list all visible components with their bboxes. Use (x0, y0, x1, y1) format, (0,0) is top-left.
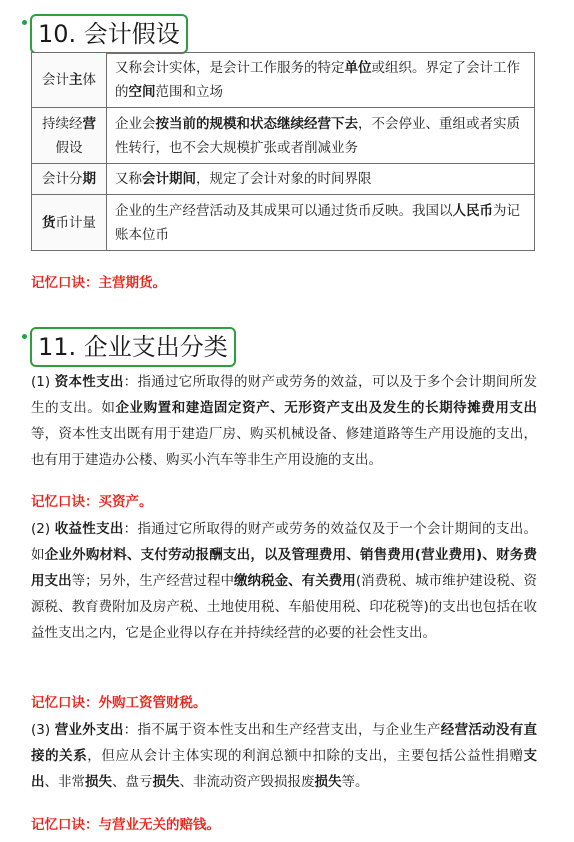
text-run: 体 (82, 72, 96, 88)
bold-text: 企业外购材料、支付劳动报酬支出，以及管理费用、销售费用(营业费用)、财务费用支出 (31, 547, 538, 589)
text-run: ：指不属于资本性支出和生产经营支出，与企业生产 (123, 722, 441, 738)
text-run: 、盘亏 (112, 774, 153, 790)
row-key (32, 164, 107, 195)
row-value (107, 108, 535, 164)
text-run: 范围和立场 (155, 84, 223, 100)
revenue-expenditure-paragraph (31, 516, 537, 646)
bold-text: 期 (82, 171, 96, 187)
text-run: 币计量 (55, 214, 96, 231)
text-run: 又称 (115, 171, 142, 187)
text-run: ，规定了会计对象的时间界限 (196, 171, 372, 187)
table-row (32, 53, 535, 108)
bold-text: 主 (69, 72, 83, 88)
text-run: 等，资本性支出既有用于建造厂房、购买机械设备、修建道路等生产用设施的支出，也有用于建造办公楼、购买小汽车等非生产用设施的支出。 (31, 426, 537, 468)
mnemonic-capital: 记忆口诀：买资产。 (31, 494, 153, 510)
row-key (32, 53, 107, 108)
table-row (32, 164, 535, 195)
text-run: 等；另外，生产经营过程中 (71, 573, 235, 589)
table-row (32, 195, 535, 251)
text-run: 等。 (341, 774, 369, 790)
text-run: 又称会计实体，是会计工作服务的特定 (115, 60, 345, 76)
bold-text: 支出 (31, 748, 538, 790)
text-run: 企业会 (115, 115, 156, 132)
section-11-title: 11. 企业支出分类 (30, 327, 236, 367)
bold-text: 损失 (314, 774, 342, 790)
bold-text: 会计期间 (142, 171, 196, 187)
row-key (32, 195, 107, 251)
mnemonic-non-operating: 记忆口诀：与营业无关的赔钱。 (31, 817, 220, 833)
decor-dot (22, 334, 27, 339)
text-run: (1) (31, 374, 55, 390)
text-run: 或组织。界定了会计工作的 (115, 60, 520, 100)
text-run: (2) (31, 521, 55, 537)
text-run: 会计 (42, 72, 69, 88)
bold-text: 经营活动没有直接的关系 (31, 722, 538, 764)
text-run: (消费税、城市维护建设税、资源税、教育费附加及房产税、土地使用税、车船使用税、印花税等)的支出也包括在收益性支出之内，它是企业得以存在并持续经营的必要的社会性支出。 (31, 573, 538, 641)
capital-expenditure-paragraph (31, 369, 537, 473)
text-run: 会计分 (42, 171, 83, 187)
table-row (32, 108, 535, 164)
text-run: ：指通过它所取得的财产或劳务的效益仅及于一个会计期间的支出。 如 (31, 521, 538, 563)
text-run: ，但应从会计主体实现的利润总额中扣除的支出，主要包括公益性捐赠 (87, 748, 524, 764)
bold-text: 单位 (344, 60, 372, 76)
bold-text: 营业外支出 (54, 722, 124, 738)
text-run: 为记账本位币 (115, 202, 520, 243)
bold-text: 收益性支出 (54, 521, 124, 537)
section-10-title: 10. 会计假设 (30, 14, 188, 54)
text-run: 企业的生产经营活动及其成果可以通过货币反映。我国以 (115, 202, 453, 219)
text-run: 假设 (55, 139, 83, 156)
mnemonic-10: 记忆口诀：主营期货。 (31, 275, 166, 291)
row-value (107, 164, 535, 195)
bold-text: 按当前的规模和状态继续经营下去 (155, 115, 358, 132)
text-run: (3) (31, 722, 55, 738)
row-value (107, 53, 535, 108)
text-run: 、非常 (44, 774, 85, 790)
non-operating-expenditure-paragraph (31, 717, 537, 795)
bold-text: 人民币 (452, 202, 493, 219)
bold-text: 损失 (85, 774, 112, 790)
text-run: ：指通过它所取得的财产或劳务的效益，可以及于多个会计期间所发生的支出。如 (31, 374, 538, 416)
mnemonic-revenue: 记忆口诀：外购工资管财税。 (31, 695, 207, 711)
accounting-assumptions-table (31, 52, 535, 251)
row-key (32, 108, 107, 164)
bold-text: 营 (82, 115, 96, 132)
decor-dot (22, 20, 27, 25)
bold-text: 货 (42, 214, 56, 231)
bold-text: 企业购置和建造固定资产、无形资产支出及发生的长期待摊费用支出 (115, 400, 538, 416)
bold-text: 资本性支出 (54, 374, 124, 390)
text-run: 持续经 (42, 115, 83, 132)
bold-text: 缴纳税金、有关费用 (234, 573, 356, 589)
bold-text: 损失 (152, 774, 180, 790)
text-run: 、非流动资产毁损报废 (179, 774, 315, 790)
text-run: ，不会停业、重组或者实质性转行，也不会大规模扩张或者削减业务 (115, 115, 520, 156)
row-value (107, 195, 535, 251)
bold-text: 空间 (128, 84, 156, 100)
